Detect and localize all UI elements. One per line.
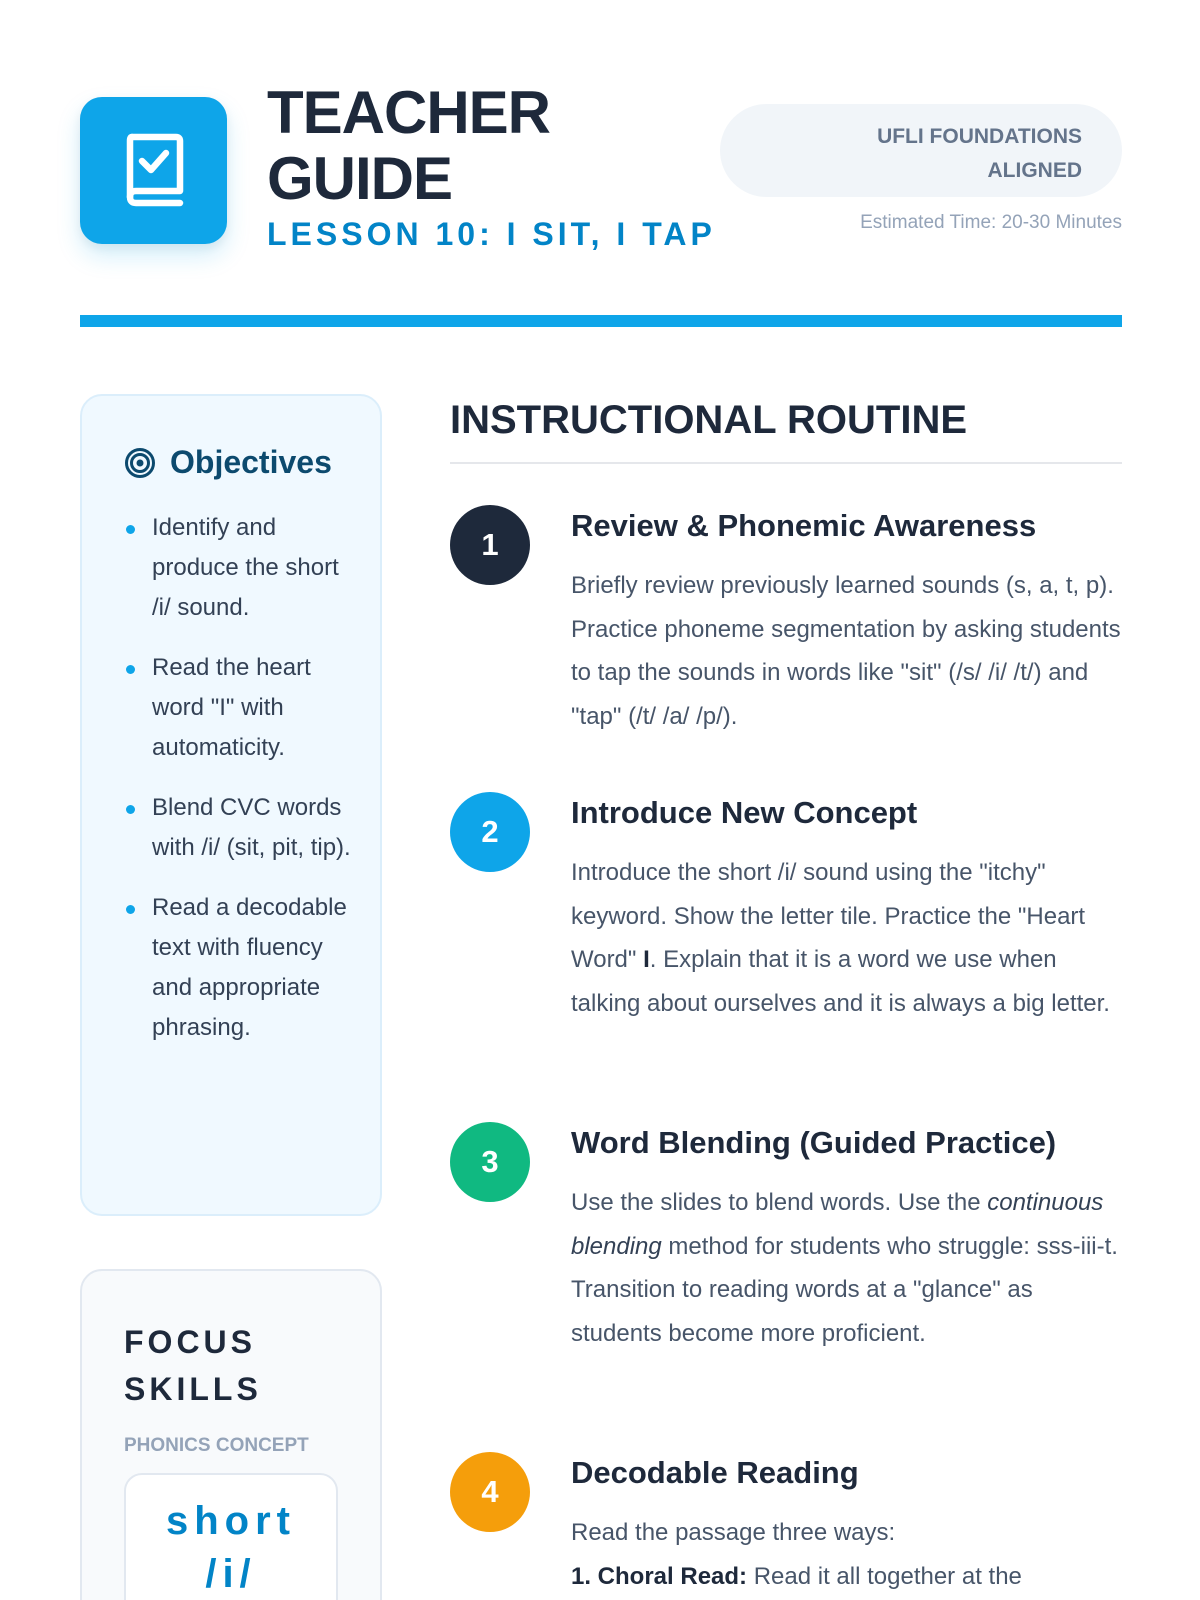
step-number-badge: 1	[450, 505, 530, 585]
heart-word: I	[643, 946, 650, 973]
lesson-subtitle: LESSON 10: I SIT, I TAP	[267, 216, 716, 252]
step-body	[571, 1511, 1126, 1598]
objectives-heading	[124, 444, 332, 481]
header-divider	[80, 315, 1122, 327]
concept-line2: /i/	[205, 1552, 257, 1596]
concept-line1: short	[166, 1499, 296, 1543]
phonics-concept-label: PHONICS CONCEPT	[124, 1435, 309, 1456]
step-body-text: Introduce the short /i/ sound using the "itchy" keyword. Show the letter tile. Practice the "Heart Word"	[571, 859, 1086, 973]
book-check-icon	[122, 133, 186, 209]
phonics-concept-tile	[124, 1473, 338, 1600]
objectives-heading-text: Objectives	[170, 444, 332, 480]
page-title-line1: TEACHER	[267, 79, 551, 146]
step-body	[571, 1181, 1126, 1355]
objectives-list	[124, 508, 364, 1068]
step-number-badge: 3	[450, 1122, 530, 1202]
page-title	[267, 80, 550, 212]
alignment-badge-line2: ALIGNED	[987, 159, 1082, 182]
routine-heading: INSTRUCTIONAL ROUTINE	[450, 398, 968, 442]
alignment-badge	[720, 104, 1122, 197]
objective-item: Read the heart word "I" with automaticity.	[124, 648, 364, 768]
focus-skills-card	[80, 1269, 382, 1600]
logo-badge	[80, 97, 227, 244]
routine-divider	[450, 462, 1122, 464]
objectives-card	[80, 394, 382, 1216]
step-title: Decodable Reading	[571, 1455, 859, 1490]
objective-item: Blend CVC words with /i/ (sit, pit, tip).	[124, 788, 364, 868]
page-title-line2: GUIDE	[267, 145, 453, 212]
step-body-line	[571, 1555, 1126, 1599]
step-title: Word Blending (Guided Practice)	[571, 1125, 1057, 1160]
objective-item: Identify and produce the short /i/ sound.	[124, 508, 364, 628]
target-icon	[124, 447, 156, 479]
step-body-text: Use the slides to blend words. Use the	[571, 1189, 988, 1216]
focus-skills-heading: FOCUS SKILLS	[124, 1324, 262, 1407]
step-number-badge: 4	[450, 1452, 530, 1532]
step-body-text: method for students who struggle: sss-iii-t. Transition to reading words at a "glance" as students become more proficient.	[571, 1232, 1118, 1347]
emphasis-text: continuous blending	[571, 1189, 1104, 1260]
reading-mode-label: 1. Choral Read:	[571, 1562, 748, 1590]
estimated-time: Estimated Time: 20-30 Minutes	[860, 212, 1122, 233]
step-body-text: . Explain that it is a word we use when talking about ourselves and it is always a big letter.	[571, 946, 1110, 1017]
step-number-badge: 2	[450, 792, 530, 872]
step-body: Briefly review previously learned sounds (s, a, t, p). Practice phoneme segmentation by asking students to tap the sounds in words like "sit" (/s/ /i/ /t/) and "tap" (/t/ /a/ /p/).	[571, 572, 1121, 730]
step-title: Review & Phonemic Awareness	[571, 508, 1037, 543]
step-body-text: Read it all together at the	[747, 1562, 1022, 1590]
objective-item: Read a decodable text with fluency and appropriate phrasing.	[124, 888, 364, 1048]
alignment-badge-line1: UFLI FOUNDATIONS	[877, 125, 1082, 148]
step-title: Introduce New Concept	[571, 795, 918, 830]
step-body	[571, 851, 1126, 1025]
step-body-text: Read the passage three ways:	[571, 1519, 896, 1546]
